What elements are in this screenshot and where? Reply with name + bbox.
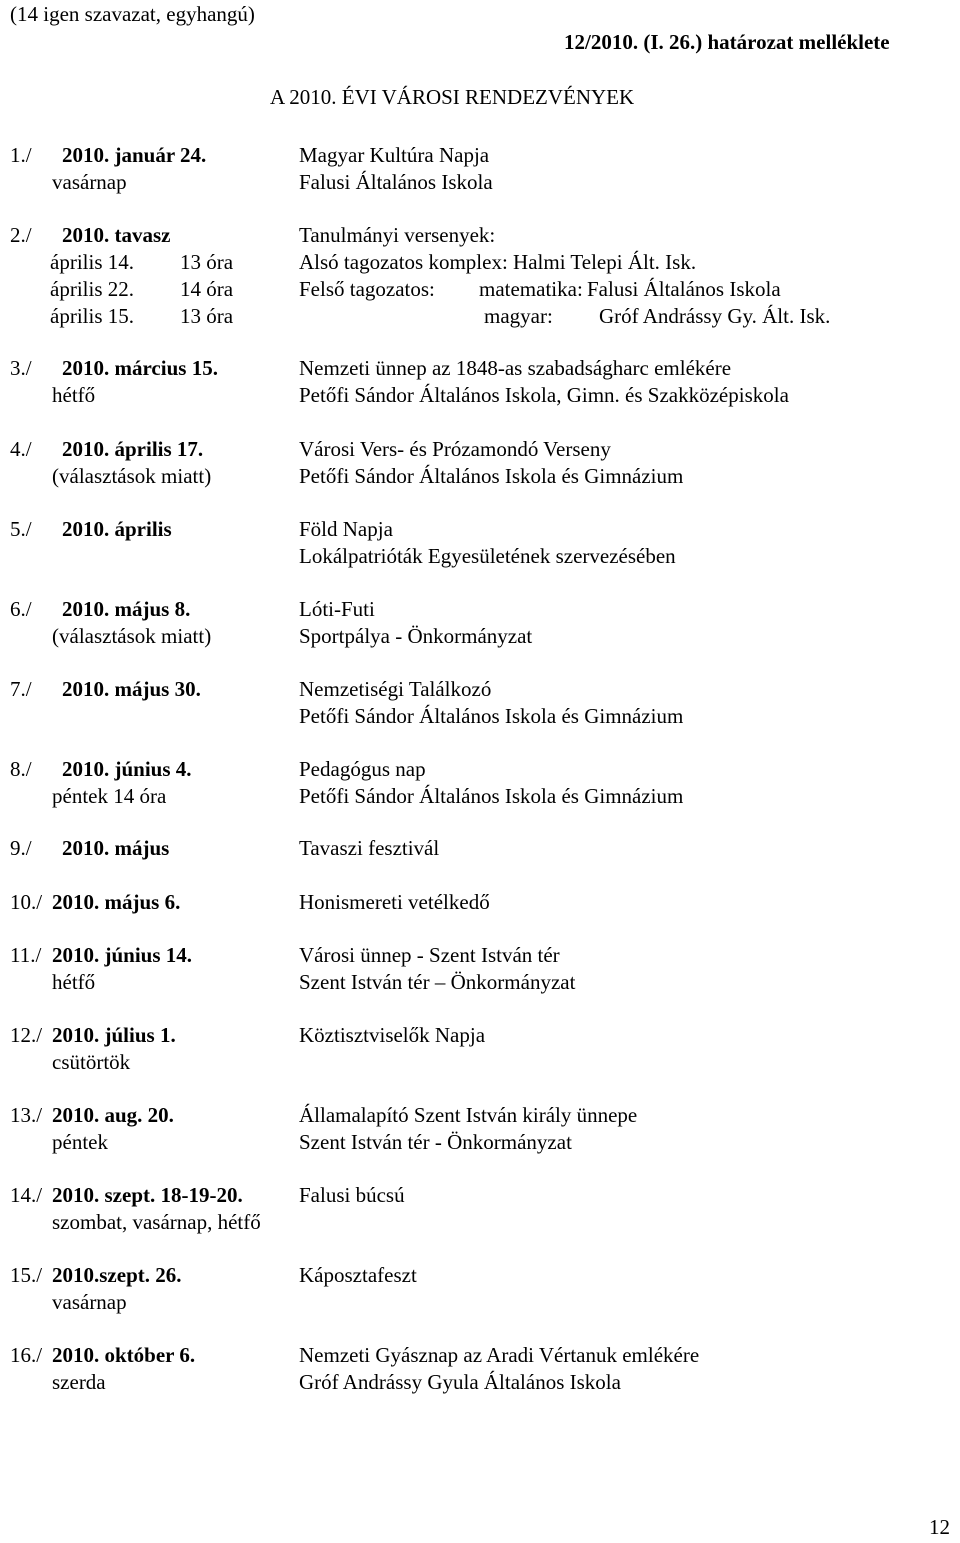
competition-subject: magyar: [484, 304, 553, 328]
event-number: 4./ [10, 437, 32, 461]
event-date: 2010. június 4. [62, 757, 192, 781]
competition-time: 14 óra [180, 277, 234, 301]
event-date: 2010. tavasz [62, 223, 171, 247]
event-title: Falusi búcsú [299, 1183, 405, 1207]
event-title: Nemzeti Gyásznap az Aradi Vértanuk emlékére [299, 1343, 700, 1367]
competition-category: Felső tagozatos: [299, 277, 435, 301]
event-venue: Szent István tér – Önkormányzat [299, 970, 576, 994]
competition-time: 13 óra [180, 250, 234, 274]
event-venue: Szent István tér - Önkormányzat [299, 1130, 572, 1154]
event-number: 16./ [10, 1343, 43, 1367]
event-date: 2010. március 15. [62, 356, 218, 380]
event-number: 11./ [10, 943, 42, 967]
event-number: 15./ [10, 1263, 43, 1287]
annex-label: 12/2010. (I. 26.) határozat melléklete [564, 30, 890, 54]
event-day: szombat, vasárnap, hétfő [52, 1210, 261, 1234]
competition-category: Alsó tagozatos komplex: Halmi Telepi Ált. Isk. [299, 250, 697, 274]
event-day: szerda [52, 1370, 106, 1394]
event-day: (választások miatt) [52, 624, 212, 648]
event-day: (választások miatt) [52, 464, 212, 488]
event-date: 2010. október 6. [52, 1343, 196, 1367]
event-date: 2010. január 24. [62, 143, 207, 167]
page-number: 12 [929, 1515, 950, 1539]
competition-venue: Falusi Általános Iskola [587, 277, 781, 301]
event-title: Városi Vers- és Prózamondó Verseny [299, 437, 611, 461]
event-date: 2010. április [62, 517, 172, 541]
event-date: 2010. május 6. [52, 890, 181, 914]
event-date: 2010. május 8. [62, 597, 191, 621]
event-number: 12./ [10, 1023, 43, 1047]
event-date: 2010. aug. 20. [52, 1103, 174, 1127]
event-number: 5./ [10, 517, 32, 541]
event-title: Nemzeti ünnep az 1848-as szabadságharc emlékére [299, 356, 732, 380]
event-title: Honismereti vetélkedő [299, 890, 490, 914]
event-date: 2010. június 14. [52, 943, 193, 967]
competition-date: április 22. [50, 277, 134, 301]
event-day: csütörtök [52, 1050, 131, 1074]
event-number: 3./ [10, 356, 32, 380]
event-number: 8./ [10, 757, 32, 781]
event-number: 2./ [10, 223, 32, 247]
event-date: 2010. május 30. [62, 677, 201, 701]
event-title: Városi ünnep - Szent István tér [299, 943, 560, 967]
event-number: 9./ [10, 836, 32, 860]
event-day: hétfő [52, 970, 96, 994]
competition-subject: matematika: [479, 277, 583, 301]
event-venue: Petőfi Sándor Általános Iskola és Gimnázium [299, 464, 684, 488]
event-title: Föld Napja [299, 517, 393, 541]
event-title: Tanulmányi versenyek: [299, 223, 496, 247]
event-title: Államalapító Szent István király ünnepe [299, 1103, 638, 1127]
event-day: péntek [52, 1130, 108, 1154]
competition-time: 13 óra [180, 304, 234, 328]
event-date: 2010. július 1. [52, 1023, 176, 1047]
event-title: Magyar Kultúra Napja [299, 143, 490, 167]
event-number: 6./ [10, 597, 32, 621]
competition-date: április 15. [50, 304, 134, 328]
event-venue: Petőfi Sándor Általános Iskola és Gimnázium [299, 784, 684, 808]
event-number: 1./ [10, 143, 32, 167]
event-venue: Petőfi Sándor Általános Iskola és Gimnázium [299, 704, 684, 728]
event-date: 2010. szept. 18-19-20. [52, 1183, 243, 1207]
event-venue: Gróf Andrássy Gyula Általános Iskola [299, 1370, 621, 1394]
page-title: A 2010. ÉVI VÁROSI RENDEZVÉNYEK [270, 85, 635, 109]
event-date: 2010. május [62, 836, 170, 860]
event-title: Lóti-Futi [299, 597, 375, 621]
event-venue: Lokálpatrióták Egyesületének szervezésében [299, 544, 676, 568]
event-title: Köztisztviselők Napja [299, 1023, 486, 1047]
event-title: Pedagógus nap [299, 757, 426, 781]
event-number: 13./ [10, 1103, 43, 1127]
competition-venue: Gróf Andrássy Gy. Ált. Isk. [599, 304, 831, 328]
event-day: hétfő [52, 383, 96, 407]
event-venue: Falusi Általános Iskola [299, 170, 493, 194]
event-number: 14./ [10, 1183, 43, 1207]
event-day: vasárnap [52, 170, 127, 194]
event-title: Nemzetiségi Találkozó [299, 677, 492, 701]
event-day: vasárnap [52, 1290, 127, 1314]
event-date: 2010.szept. 26. [52, 1263, 182, 1287]
competition-date: április 14. [50, 250, 134, 274]
event-date: 2010. április 17. [62, 437, 204, 461]
event-title: Tavaszi fesztivál [299, 836, 440, 860]
event-number: 10./ [10, 890, 43, 914]
event-day: péntek 14 óra [52, 784, 167, 808]
vote-note: (14 igen szavazat, egyhangú) [10, 2, 255, 26]
event-venue: Petőfi Sándor Általános Iskola, Gimn. és Szakközépiskola [299, 383, 789, 407]
event-number: 7./ [10, 677, 32, 701]
event-title: Káposztafeszt [299, 1263, 417, 1287]
event-venue: Sportpálya - Önkormányzat [299, 624, 533, 648]
